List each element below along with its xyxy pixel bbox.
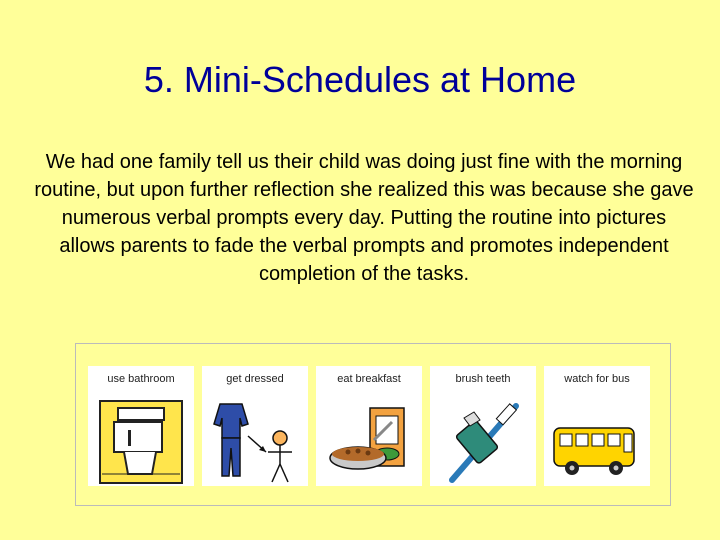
schedule-card-eat-breakfast [316, 366, 422, 486]
slide-body-text: We had one family tell us their child was doing just fine with the morning routine, but upon further reflection she realized this was because she gave numerous verbal prompts every day. Putting the routine into pictures allows parents to fade the verbal prompts and promotes independent completion of the tasks. [34, 151, 694, 285]
card-label: watch for bus [564, 373, 630, 385]
schedule-card-get-dressed [202, 366, 308, 486]
schedule-card-watch-for-bus [544, 366, 650, 486]
clothes-icon [202, 396, 308, 486]
card-label: eat breakfast [337, 373, 401, 385]
card-label: use bathroom [107, 373, 175, 385]
toothbrush-icon [430, 396, 536, 486]
slide-title: 5. Mini-Schedules at Home [143, 59, 577, 100]
toilet-icon [88, 396, 194, 486]
card-label: brush teeth [455, 373, 511, 385]
school-bus-icon [544, 396, 650, 486]
cereal-icon [316, 396, 422, 486]
schedule-card-brush-teeth [430, 366, 536, 486]
schedule-strip [75, 343, 671, 506]
schedule-card-use-bathroom [88, 366, 194, 486]
card-label: get dressed [226, 373, 284, 385]
